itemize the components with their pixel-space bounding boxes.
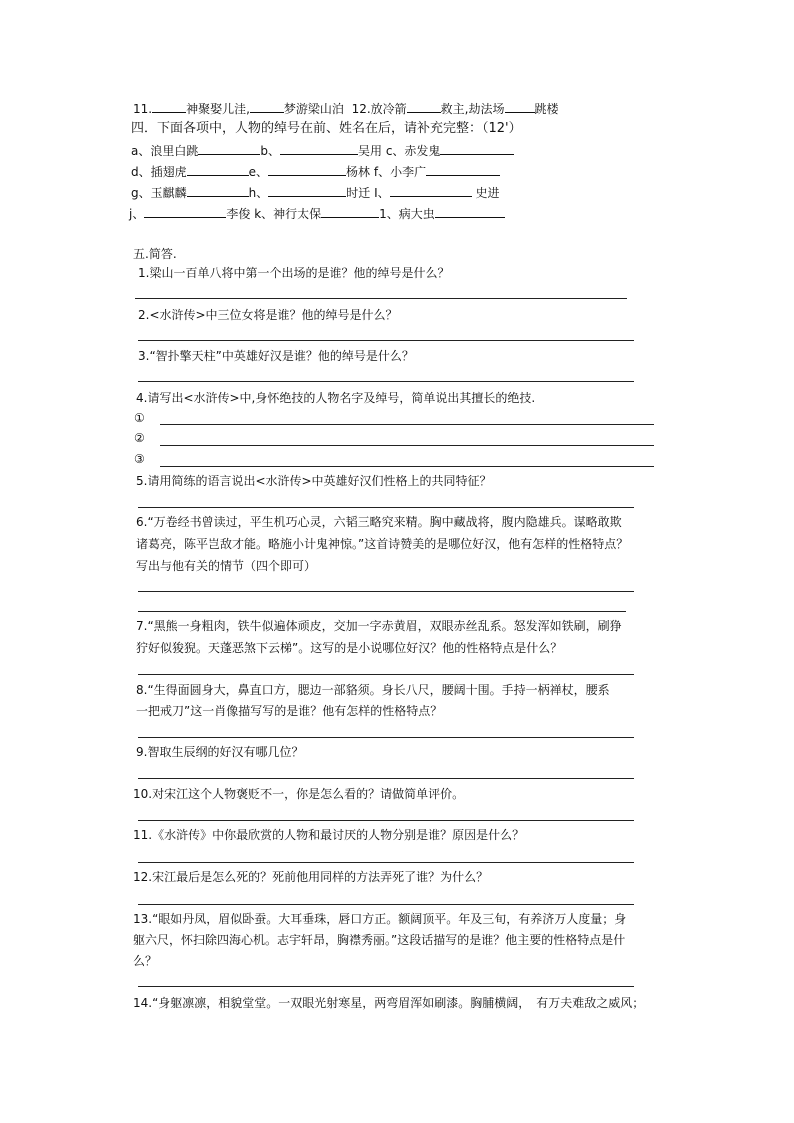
q12-text-b: 跳楼: [534, 102, 559, 116]
blank-i[interactable]: [390, 184, 472, 197]
question-6-line-1: 6.“万卷经书曾读过，平生机巧心灵，六韬三略究来精。胸中藏战将，腹内隐雄兵。谋略敢欺: [136, 515, 622, 529]
answer-line-q8[interactable]: [138, 737, 634, 738]
answer-line-q9[interactable]: [138, 778, 634, 779]
question-1: 1.梁山一百单八将中第一个出场的是谁？他的绰号是什么？: [138, 266, 450, 280]
question-6-line-2: 诸葛亮，陈平岂敌才能。略施小计鬼神惊。”这首诗赞美的是哪位好汉，他有怎样的性格特点？: [136, 537, 629, 551]
item-b-label: b、: [260, 144, 280, 158]
q4-mark-3: ③: [134, 452, 145, 466]
answer-line-q11[interactable]: [138, 862, 634, 863]
answer-line-q6-2[interactable]: [138, 611, 626, 612]
item-h-name: 时迁: [346, 186, 371, 200]
blank-a[interactable]: [198, 142, 260, 155]
item-a-label: a、浪里白跳: [131, 144, 199, 158]
blank-e[interactable]: [268, 163, 346, 176]
answer-line-q13[interactable]: [138, 986, 634, 987]
item-b-name: 吴用: [357, 144, 382, 158]
q4-mark-1: ①: [134, 411, 145, 425]
question-14-line-1: 14.“身躯凛凛，相貌堂堂。一双眼光射寒星，两弯眉浑如刷漆。胸脯横阔， 有万夫难敌之威风；: [133, 996, 645, 1010]
section-4-title: 四．下面各项中，人物的绰号在前、姓名在后，请补充完整：（12'）: [131, 121, 522, 136]
section-5-title: 五.简答.: [133, 247, 177, 261]
blank-q11-2[interactable]: [250, 100, 284, 113]
question-7-line-2: 狞好似狻猊。天蓬恶煞下云梯”。这写的是小说哪位好汉？他的性格特点是什么？: [136, 641, 563, 655]
question-11: 11.《水浒传》中你最欣赏的人物和最讨厌的人物分别是谁？原因是什么？: [133, 828, 525, 842]
blank-l[interactable]: [435, 205, 505, 218]
item-j-label: j、: [129, 207, 145, 221]
item-k-label: k、神行太保: [254, 207, 322, 221]
question-6-line-3: 写出与他有关的情节（四个即可）: [136, 559, 317, 573]
item-l-label: 1、病大虫: [379, 207, 435, 221]
section-4-row-4: [129, 205, 505, 222]
q12-text-a: 救主,劫法场: [440, 102, 505, 116]
answer-line-q3[interactable]: [138, 381, 634, 382]
blank-q11-1[interactable]: [152, 100, 186, 113]
question-7-line-1: 7.“黑熊一身粗肉，铁牛似遍体顽皮，交加一字赤黄眉，双眼赤丝乱系。怒发浑如铁刷，刷狰: [136, 619, 622, 633]
question-4: 4.请写出<水浒传>中,身怀绝技的人物名字及绰号，简单说出其擅长的绝技.: [136, 391, 536, 405]
item-i-label: I、: [374, 186, 390, 200]
q4-mark-2: ②: [134, 431, 145, 445]
question-13-line-1: 13.“眼如丹凤，眉似卧蚕。大耳垂珠，唇口方正。额阔顶平。年及三旬，有养济万人度量；身: [133, 912, 627, 926]
answer-line-q10[interactable]: [138, 820, 634, 821]
q12-text: 12.放冷箭: [351, 102, 407, 116]
item-e-name: 杨林: [346, 165, 371, 179]
question-13-line-3: 么？: [133, 954, 158, 968]
question-2: 2.<水浒传>中三位女将是谁？他的绰号是什么？: [138, 308, 398, 322]
answer-line-q4-2[interactable]: [160, 445, 654, 446]
answer-line-q6-1[interactable]: [138, 591, 634, 592]
section-4-row-2: [131, 163, 500, 180]
answer-line-q5[interactable]: [138, 507, 634, 508]
question-8-line-2: 一把戒刀”这一肖像描写写的是谁？他有怎样的性格特点？: [136, 704, 443, 718]
answer-line-q12[interactable]: [138, 904, 634, 905]
q11-text-a: 神聚娶儿洼,: [186, 102, 250, 116]
question-12: 12.宋江最后是怎么死的？死前他用同样的方法弄死了谁？为什么？: [133, 870, 489, 884]
item-f-label: f、小李广: [373, 165, 427, 179]
question-13-line-2: 躯六尺，怀扫除四海心机。志宇轩昂，胸襟秀丽。”这段话描写的是谁？他主要的性格特点是什: [133, 933, 626, 947]
q11-number: 11.: [133, 102, 153, 116]
blank-q12-1[interactable]: [407, 100, 441, 113]
item-g-label: g、玉麒麟: [131, 186, 187, 200]
blank-j[interactable]: [144, 205, 226, 218]
answer-line-q4-3[interactable]: [160, 466, 654, 467]
item-j-name: 李俊: [226, 207, 251, 221]
item-d-label: d、插翅虎: [131, 165, 187, 179]
question-3: 3.“智扑擎天柱”中英雄好汉是谁？他的绰号是什么？: [138, 349, 414, 363]
blank-q12-2[interactable]: [505, 100, 535, 113]
blank-d[interactable]: [187, 163, 249, 176]
blank-h[interactable]: [268, 184, 346, 197]
item-c-label: c、赤发鬼: [385, 144, 441, 158]
answer-line-q1[interactable]: [135, 298, 627, 299]
section-4-row-1: [131, 142, 514, 159]
section-4-row-3: [131, 184, 499, 201]
answer-line-q7[interactable]: [138, 674, 634, 675]
item-i-name: 史进: [475, 186, 500, 200]
blank-g[interactable]: [187, 184, 249, 197]
item-h-label: h、: [248, 186, 269, 200]
fill-line-q11-q12: [133, 100, 559, 117]
answer-line-q2[interactable]: [138, 340, 634, 341]
question-9: 9.智取生辰纲的好汉有哪几位？: [136, 745, 304, 759]
blank-k[interactable]: [321, 205, 379, 218]
question-8-line-1: 8.“生得面圆身大，鼻直口方，腮边一部貉须。身长八尺，腰阔十围。手持一柄禅杖，腰系: [136, 683, 610, 697]
q11-text-b: 梦游梁山泊: [283, 102, 344, 116]
question-5: 5.请用简练的语言说出<水浒传>中英雄好汉们性格上的共同特征？: [136, 474, 492, 488]
blank-c[interactable]: [440, 142, 514, 155]
blank-f[interactable]: [426, 163, 500, 176]
answer-line-q4-1[interactable]: [160, 424, 654, 425]
item-e-label: e、: [248, 165, 269, 179]
question-10: 10.对宋江这个人物褒贬不一，你是怎么看的？请做简单评价。: [133, 787, 465, 801]
blank-b[interactable]: [280, 142, 358, 155]
